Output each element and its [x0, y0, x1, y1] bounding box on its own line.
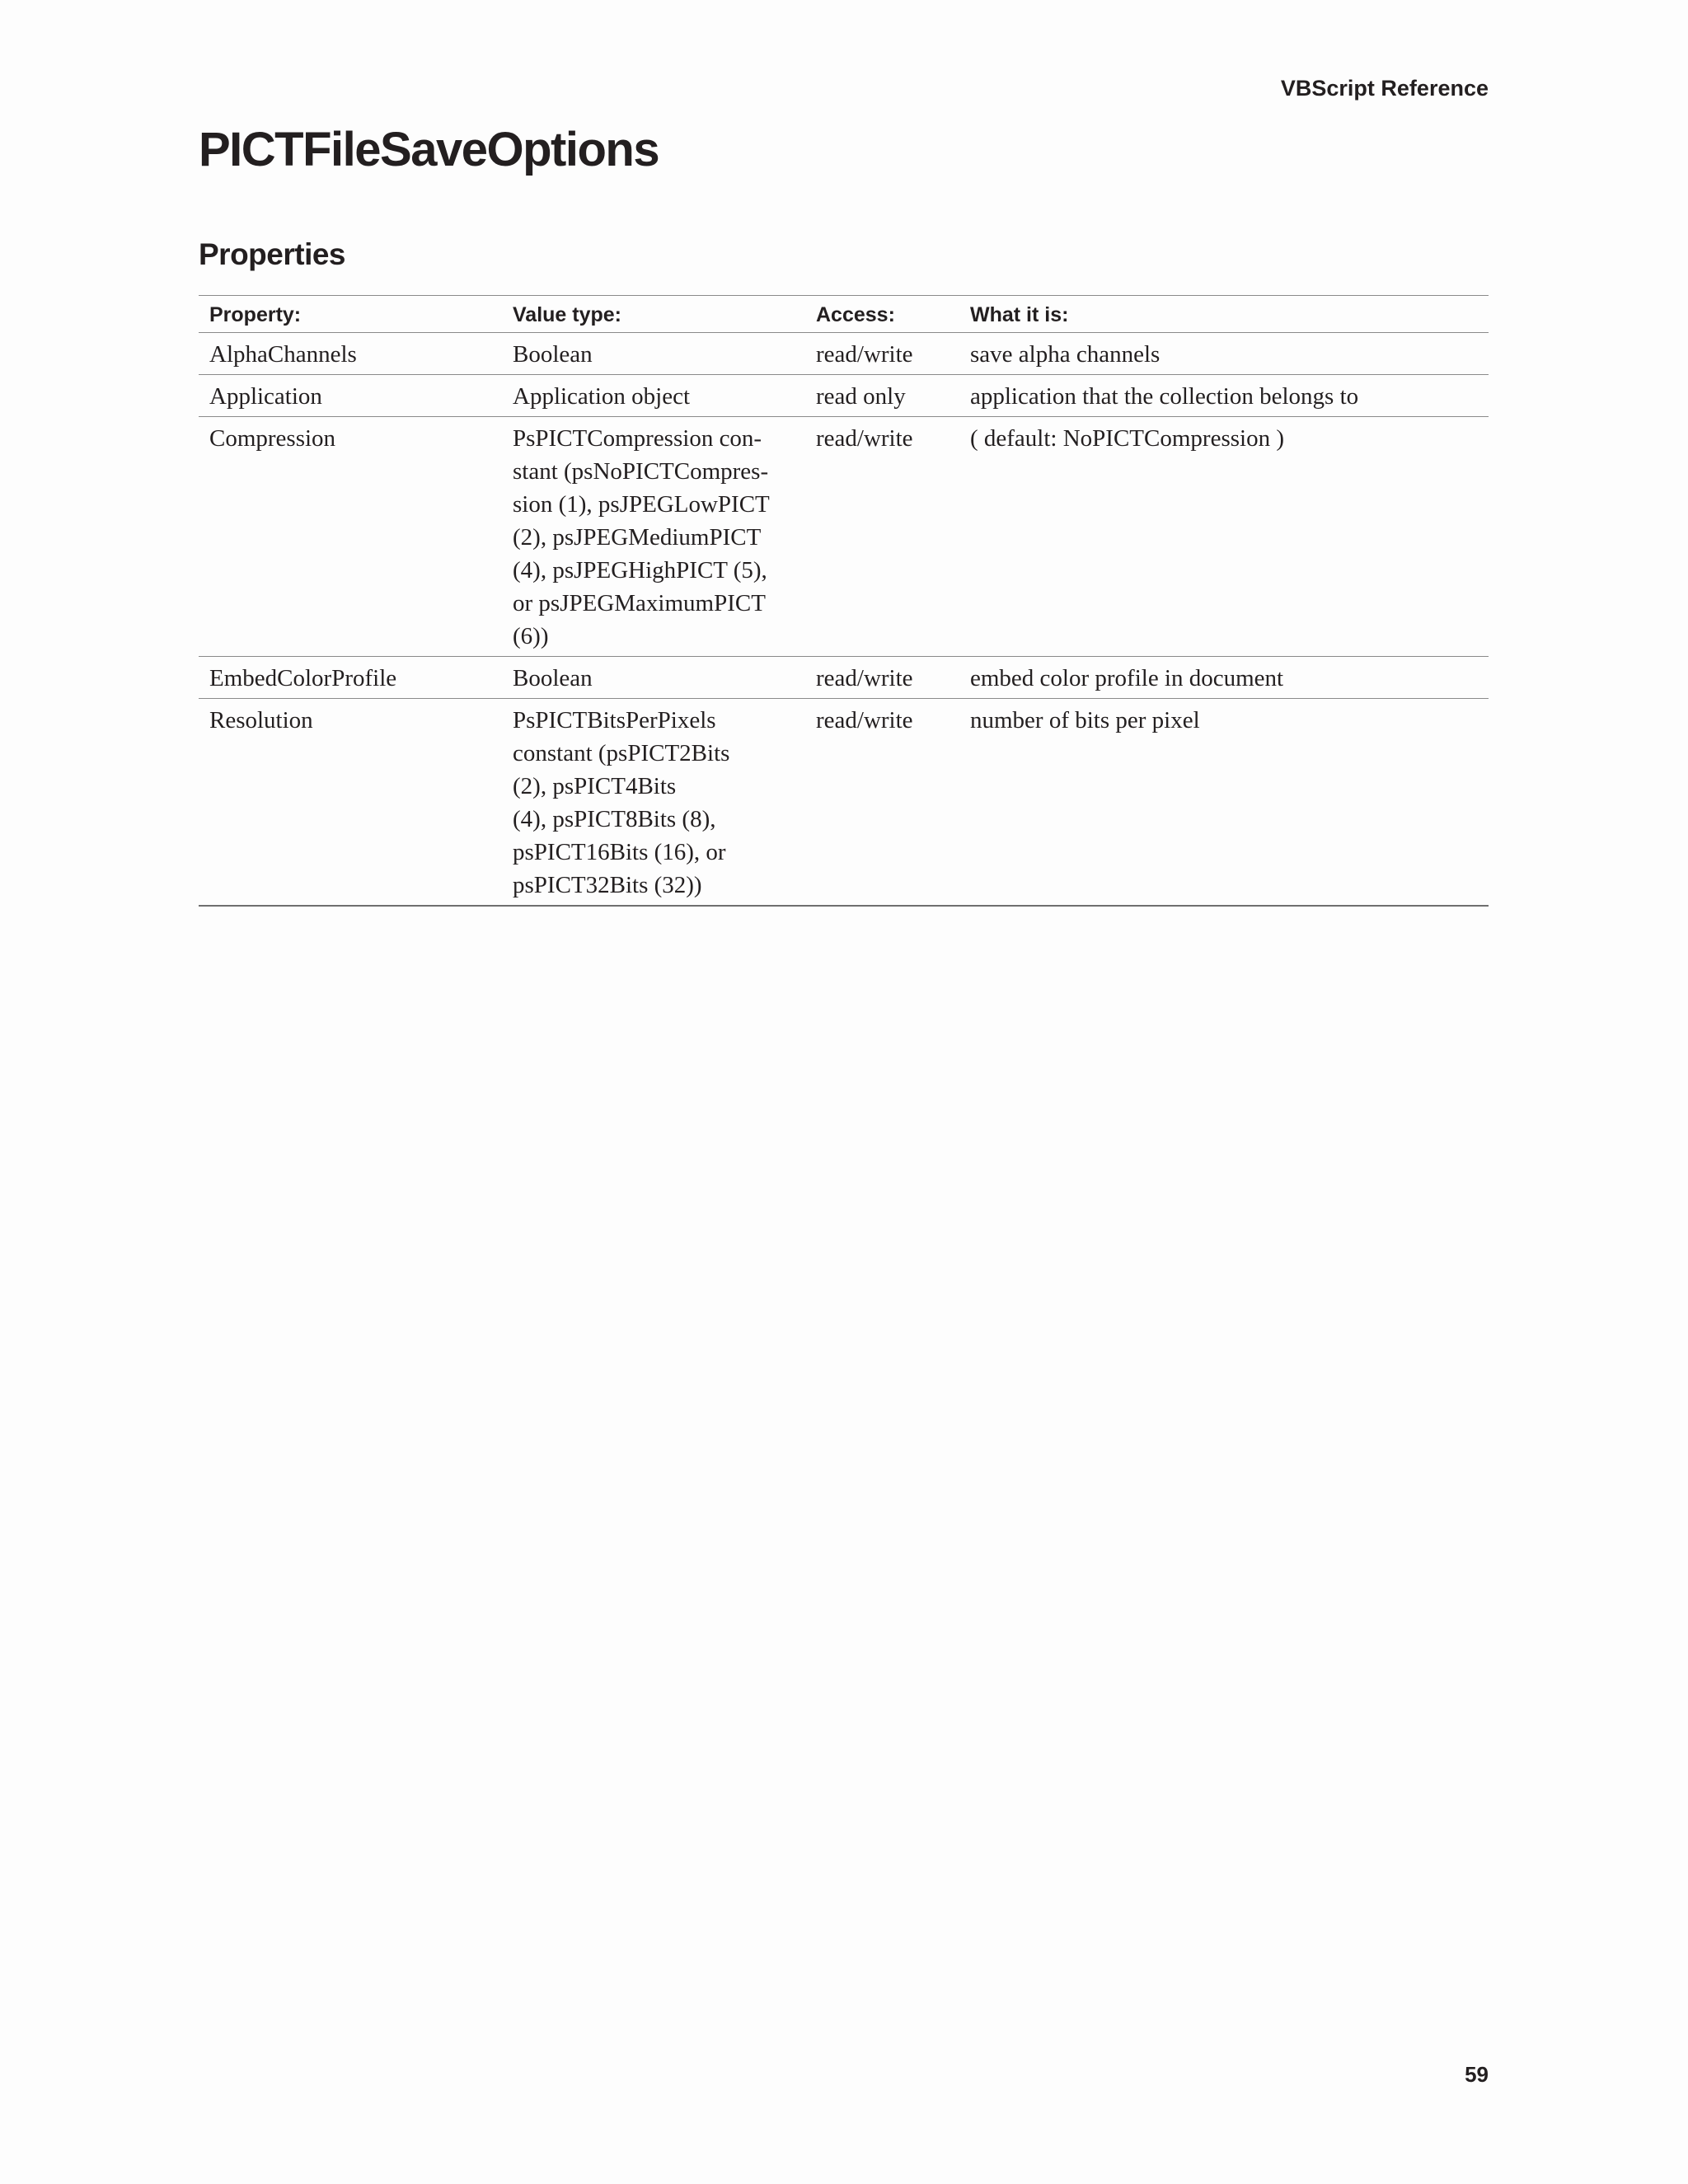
value-type-line: or psJPEGMaximumPICT — [513, 590, 766, 616]
table-row — [199, 417, 1489, 657]
table-row — [199, 333, 1489, 375]
page-title: PICTFileSaveOptions — [199, 123, 659, 176]
value-type-line: Application object — [513, 383, 691, 410]
property-name: Compression — [199, 417, 502, 657]
value-type-line: PsPICTBitsPerPixels — [513, 707, 716, 733]
column-header-what-it-is: What it is: — [959, 296, 1489, 333]
value-type-line: stant (psNoPICTCompres- — [513, 458, 769, 485]
description: embed color profile in document — [959, 657, 1489, 699]
value-type-line: PsPICTCompression con- — [513, 425, 762, 452]
table-row — [199, 657, 1489, 699]
column-header-access: Access: — [805, 296, 959, 333]
properties-table-header — [199, 296, 1489, 333]
table-row — [199, 375, 1489, 417]
access: read/write — [805, 657, 959, 699]
property-name: Application — [199, 375, 502, 417]
column-header-property: Property: — [199, 296, 502, 333]
access: read/write — [805, 333, 959, 375]
property-name: AlphaChannels — [199, 333, 502, 375]
properties-table — [199, 295, 1489, 907]
description: save alpha channels — [959, 333, 1489, 375]
value-type — [502, 333, 805, 375]
section-heading-properties: Properties — [199, 237, 346, 271]
value-type-line: Boolean — [513, 341, 593, 368]
column-header-value-type: Value type: — [502, 296, 805, 333]
value-type-line: psPICT16Bits (16), or — [513, 839, 726, 865]
value-type-line: psPICT32Bits (32)) — [513, 872, 702, 898]
value-type-line: (6)) — [513, 623, 549, 649]
value-type — [502, 699, 805, 907]
value-type-line: (4), psJPEGHighPICT (5), — [513, 557, 767, 583]
description: ( default: NoPICTCompression ) — [959, 417, 1489, 657]
value-type — [502, 375, 805, 417]
running-header: VBScript Reference — [1280, 76, 1489, 101]
value-type — [502, 417, 805, 657]
value-type-line: (4), psPICT8Bits (8), — [513, 806, 716, 832]
value-type-line: (2), psJPEGMediumPICT — [513, 524, 762, 551]
value-type — [502, 657, 805, 699]
table-header-row — [199, 296, 1489, 333]
description: number of bits per pixel — [959, 699, 1489, 907]
access: read only — [805, 375, 959, 417]
property-name: EmbedColorProfile — [199, 657, 502, 699]
value-type-line: Boolean — [513, 665, 593, 691]
value-type-line: sion (1), psJPEGLowPICT — [513, 491, 770, 518]
access: read/write — [805, 417, 959, 657]
page-number: 59 — [1465, 2062, 1489, 2087]
property-name: Resolution — [199, 699, 502, 907]
description: application that the collection belongs to — [959, 375, 1489, 417]
table-row — [199, 699, 1489, 907]
access: read/write — [805, 699, 959, 907]
value-type-line: constant (psPICT2Bits — [513, 740, 730, 766]
value-type-line: (2), psPICT4Bits — [513, 773, 677, 799]
